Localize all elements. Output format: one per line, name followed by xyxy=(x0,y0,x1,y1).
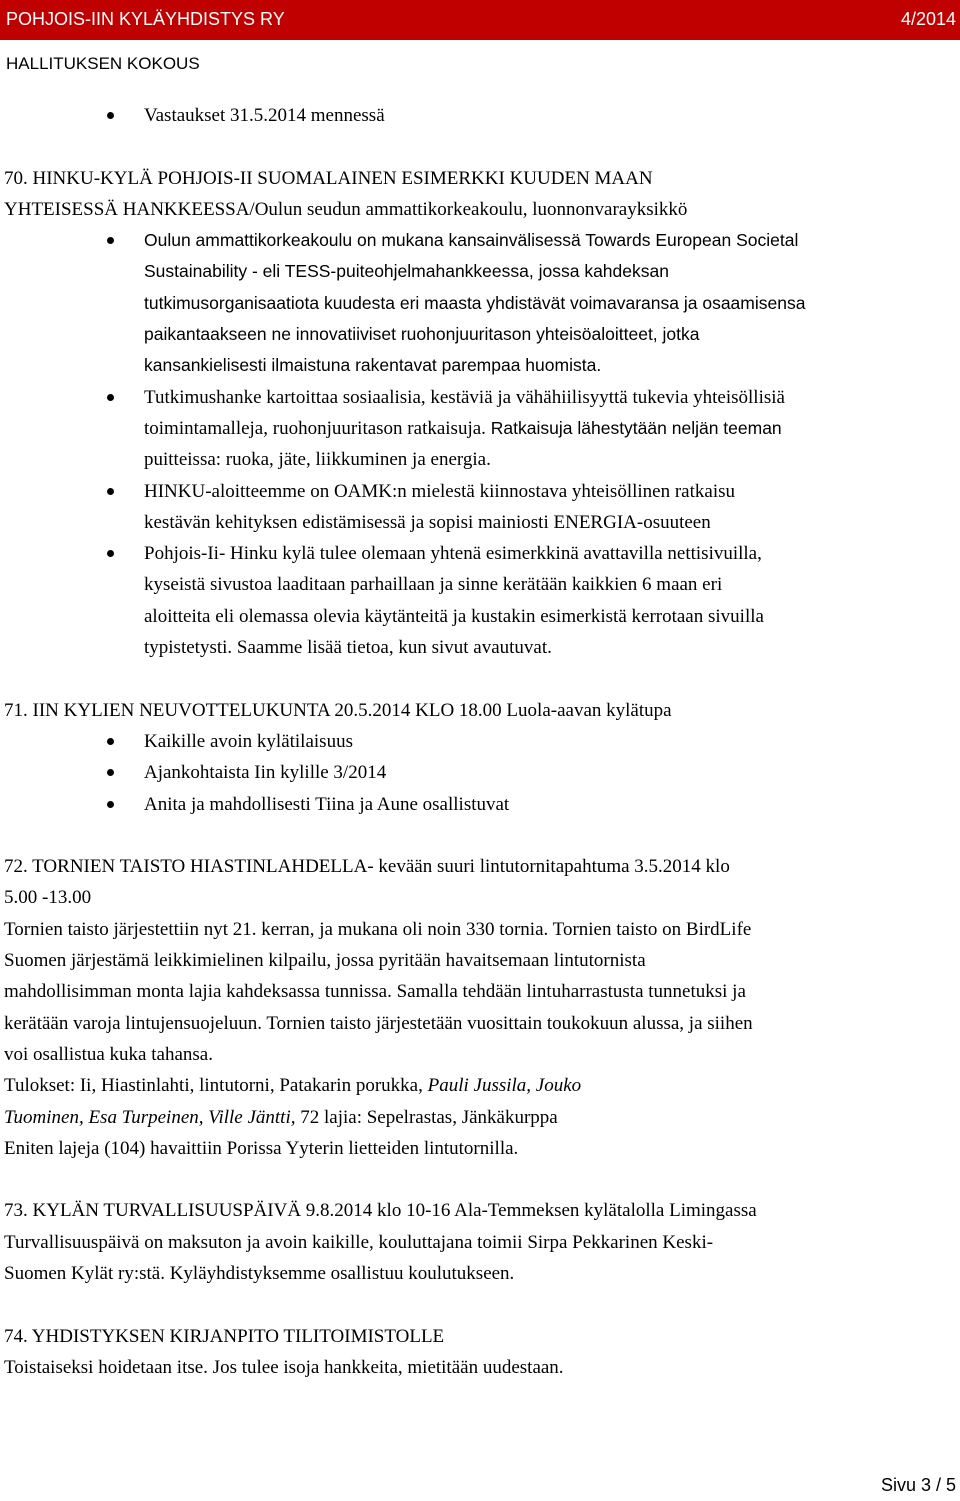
section-70-heading: 70. HINKU-KYLÄ POHJOIS-II SUOMALAINEN ESIMERKKI KUUDEN MAAN xyxy=(4,167,653,189)
section-72-heading-cont: 5.00 -13.00 xyxy=(4,887,92,909)
issue-number: 4/2014 xyxy=(900,9,956,29)
section-71-heading: 71. IIN KYLIEN NEUVOTTELUKUNTA 20.5.2014 KLO 18.00 Luola-aavan kylätupa xyxy=(4,699,672,721)
paragraph-line: Turvallisuuspäivä on maksuton ja avoin kaikille, kouluttajana toimii Sirpa Pekkarinen Keski- xyxy=(4,1231,714,1253)
document-header-bar xyxy=(0,0,960,40)
list-item-cont: tutkimusorganisaatiota kuudesta eri maasta yhdistävät voimavaransa ja osaamisensa xyxy=(144,292,806,313)
list-item: Pohjois-Ii- Hinku kylä tulee olemaan yhtenä esimerkkinä avattavilla nettisivuilla, xyxy=(4,538,956,569)
paragraph-line: Tornien taisto järjestettiin nyt 21. kerran, ja mukana oli noin 330 tornia. Tornien taisto on BirdLife xyxy=(4,918,752,940)
list-item: Ajankohtaista Iin kylille 3/2014 xyxy=(4,757,956,788)
list-item: Vastaukset 31.5.2014 mennessä xyxy=(4,100,956,131)
list-item-cont: kansankielisesti ilmaistuna rakentavat parempaa huomista. xyxy=(144,355,602,376)
list-item: Tutkimushanke kartoittaa sosiaalisia, kestäviä ja vähähiilisyyttä tukevia yhteisöllisiä xyxy=(4,382,956,413)
list-item: Oulun ammattikorkeakoulu on mukana kansainvälisessä Towards European Societal xyxy=(4,225,956,256)
bullet-icon xyxy=(107,237,114,244)
results-line: Tulokset: Ii, Hiastinlahti, lintutorni, Patakarin porukka, Pauli Jussila, Jouko xyxy=(4,1075,582,1097)
document-body xyxy=(4,100,956,1383)
paragraph-line: mahdollisimman monta lajia kahdeksassa tunnissa. Samalla tehdään lintuharrastusta tunnetuksi ja xyxy=(4,981,746,1003)
organization-name: POHJOIS-IIN KYLÄYHDISTYS RY xyxy=(6,9,285,29)
paragraph-line: voi osallistua kuka tahansa. xyxy=(4,1043,213,1065)
paragraph-line: kerätään varoja lintujensuojeluun. Tornien taisto järjestetään vuosittain toukokuun alussa, ja siihen xyxy=(4,1012,753,1034)
bullet-icon xyxy=(107,394,114,401)
results-line: Tuominen, Esa Turpeinen, Ville Jäntti, 72 lajia: Sepelrastas, Jänkäkurppa xyxy=(4,1106,558,1128)
paragraph-line: Suomen järjestämä leikkimielinen kilpailu, jossa pyritään havaitsemaan lintutornista xyxy=(4,950,646,972)
list-item: Anita ja mahdollisesti Tiina ja Aune osallistuvat xyxy=(4,789,956,820)
list-item-cont: Sustainability - eli TESS-puiteohjelmahankkeessa, jossa kahdeksan xyxy=(144,261,669,282)
list-item-cont: kestävän kehityksen edistämisessä ja sopisi mainiosti ENERGIA-osuuteen xyxy=(144,511,711,533)
section-74-heading: 74. YHDISTYKSEN KIRJANPITO TILITOIMISTOLLE xyxy=(4,1325,445,1347)
list-item-cont: kyseistä sivustoa laaditaan parhaillaan ja sinne kerätään kaikkien 6 maan eri xyxy=(144,574,723,596)
section-70-heading-cont: YHTEISESSÄ HANKKEESSA/Oulun seudun ammattikorkeakoulu, luonnonvarayksikkö xyxy=(4,198,688,220)
bullet-icon xyxy=(107,112,114,119)
paragraph-line: Toistaiseksi hoidetaan itse. Jos tulee isoja hankkeita, mietitään uudestaan. xyxy=(4,1356,564,1378)
bullet-icon xyxy=(107,801,114,808)
bullet-icon xyxy=(107,550,114,557)
meeting-title: HALLITUKSEN KOKOUS xyxy=(6,54,200,73)
list-item: HINKU-aloitteemme on OAMK:n mielestä kiinnostava yhteisöllinen ratkaisu xyxy=(4,476,956,507)
paragraph-line: Suomen Kylät ry:stä. Kyläyhdistyksemme osallistuu koulutukseen. xyxy=(4,1262,515,1284)
section-73-heading: 73. KYLÄN TURVALLISUUSPÄIVÄ 9.8.2014 klo 10-16 Ala-Temmeksen kylätalolla Limingassa xyxy=(4,1200,757,1222)
bullet-icon xyxy=(107,488,114,495)
results-line: Eniten lajeja (104) havaittiin Porissa Yyterin lietteiden lintutornilla. xyxy=(4,1137,519,1159)
list-item: Kaikille avoin kylätilaisuus xyxy=(4,726,956,757)
list-item-cont: toimintamalleja, ruohonjuuritason ratkaisuja. Ratkaisuja lähestytään neljän teeman xyxy=(144,417,782,439)
list-item-cont: aloitteita eli olemassa olevia käytänteitä ja kustakin esimerkistä kerrotaan sivuilla xyxy=(144,605,764,627)
page-number: Sivu 3 / 5 xyxy=(880,1475,956,1495)
bullet-icon xyxy=(107,738,114,745)
bullet-icon xyxy=(107,769,114,776)
section-72-heading: 72. TORNIEN TAISTO HIASTINLAHDELLA- kevään suuri lintutornitapahtuma 3.5.2014 klo xyxy=(4,856,730,878)
list-item-cont: typistetysti. Saamme lisää tietoa, kun sivut avautuvat. xyxy=(144,637,552,659)
list-item-cont: puitteissa: ruoka, jäte, liikkuminen ja energia. xyxy=(144,449,491,471)
list-item-cont: paikantaakseen ne innovatiiviset ruohonjuuritason yhteisöaloitteet, jotka xyxy=(144,324,700,345)
